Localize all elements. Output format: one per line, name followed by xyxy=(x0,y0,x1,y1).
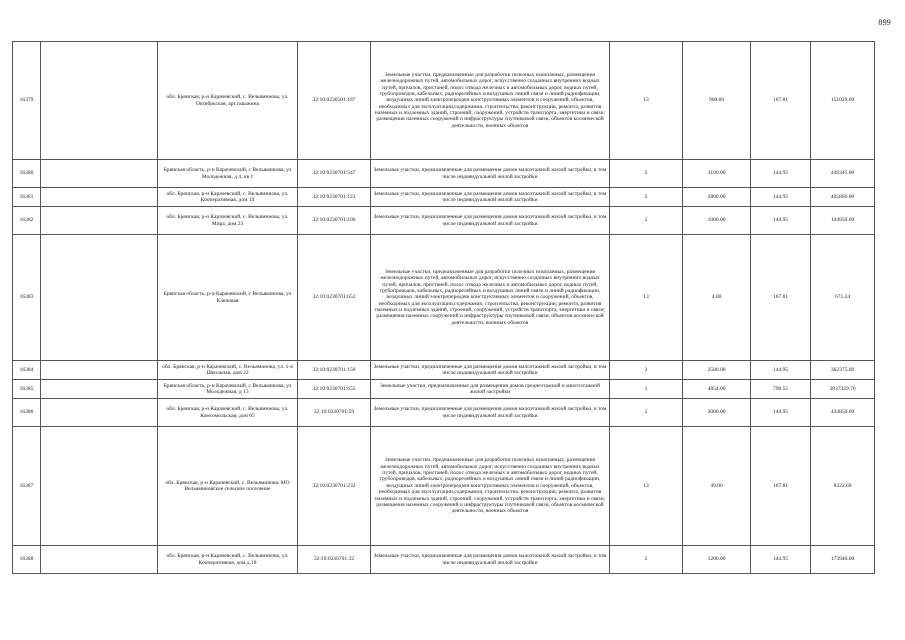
use-group: 2 xyxy=(610,399,683,427)
specific-value: 144.95 xyxy=(751,399,811,427)
table-row xyxy=(13,160,875,188)
use-group: 13 xyxy=(610,42,683,160)
address-cell: Брянская область, р-н Карачевский, с Вельяминова, ул Молодежная, д 4, кв 1 xyxy=(158,160,298,188)
specific-value: 167.81 xyxy=(751,427,811,546)
row-number: 16386 xyxy=(13,399,41,427)
cadastral-number: 32:10:0230701:32 xyxy=(298,546,371,574)
area-value: 2800.00 xyxy=(683,188,751,207)
empty-cell xyxy=(41,42,158,160)
empty-cell xyxy=(41,361,158,380)
area-value: 4854.00 xyxy=(683,380,751,399)
land-use-description: Земельные участки, предназначенные для размещения домов малоэтажной жилой застройки, в том числе индивидуальной жилой застройки xyxy=(371,361,610,380)
cadastral-value: 362375.00 xyxy=(811,361,875,380)
cadastral-value: 8222.69 xyxy=(811,427,875,546)
cadastral-value: 144950.00 xyxy=(811,207,875,235)
specific-value: 144.95 xyxy=(751,160,811,188)
row-number: 16388 xyxy=(13,546,41,574)
use-group: 2 xyxy=(610,160,683,188)
use-group: 2 xyxy=(610,188,683,207)
cadastral-value: 671.24 xyxy=(811,235,875,361)
use-group: 13 xyxy=(610,427,683,546)
cadastral-number: 32:10:0230701:547 xyxy=(298,160,371,188)
row-number: 16380 xyxy=(13,160,41,188)
use-group: 13 xyxy=(610,235,683,361)
empty-cell xyxy=(41,160,158,188)
use-group: 2 xyxy=(610,361,683,380)
table-row xyxy=(13,380,875,399)
row-number: 16381 xyxy=(13,188,41,207)
table-row xyxy=(13,188,875,207)
specific-value: 144.95 xyxy=(751,546,811,574)
area-value: 49.00 xyxy=(683,427,751,546)
cadastral-value: 3837329.70 xyxy=(811,380,875,399)
address-cell: обл. Брянская, р-н Карачевский, с. Вельяминова, ул. Комсомольская, дом 65 xyxy=(158,399,298,427)
land-registry-table xyxy=(12,41,875,574)
address-cell: Брянская область, р-н Карачевский, с Вельяминова, ул Молодежная, д 13 xyxy=(158,380,298,399)
empty-cell xyxy=(41,207,158,235)
page-number: 899 xyxy=(878,18,891,27)
address-cell: обл. Брянская, р-н Карачевский, с. Вельяминова, ул. Мира, дом 23 xyxy=(158,207,298,235)
empty-cell xyxy=(41,427,158,546)
empty-cell xyxy=(41,546,158,574)
area-value: 4.00 xyxy=(683,235,751,361)
land-use-description: Земельные участки, предназначенные для размещения домов малоэтажной жилой застройки, в том числе индивидуальной жилой застройки xyxy=(371,188,610,207)
cadastral-value: 405860.00 xyxy=(811,188,875,207)
empty-cell xyxy=(41,188,158,207)
cadastral-number: 32:10:0230701:106 xyxy=(298,207,371,235)
cadastral-value: 449345.00 xyxy=(811,160,875,188)
area-value: 900.00 xyxy=(683,42,751,160)
cadastral-number: 32:10:0230701:123 xyxy=(298,188,371,207)
table-row xyxy=(13,42,875,160)
table-row xyxy=(13,427,875,546)
land-use-description: Земельные участки, предназначенные для размещения домов малоэтажной жилой застройки, в том числе индивидуальной жилой застройки xyxy=(371,399,610,427)
land-use-description: Земельные участки, предназначенные для размещения домов малоэтажной жилой застройки, в том числе индивидуальной жилой застройки xyxy=(371,160,610,188)
specific-value: 790.55 xyxy=(751,380,811,399)
address-cell: обл. Брянская, р-н Карачевский, с. Вельяминова, ул. 1-я Школьная, дом 22 xyxy=(158,361,298,380)
cadastral-value: 434850.00 xyxy=(811,399,875,427)
cadastral-number: 32:10:0230501:187 xyxy=(298,42,371,160)
table-body xyxy=(13,42,875,574)
cadastral-number: 32:10:0230701:655 xyxy=(298,380,371,399)
land-use-description: Земельные участки, предназначенные для разработки полезных ископаемых, размещения железнодорожных путей, автомобильных дорог, искусственно созданных внутренних водных путей, причалов, пристаней, полос отвода железных и автомобильных дорог, водных путей, трубопроводов, кабельных, радиорелейных и воздушных линий связи и линий радиофикации, воздушных линий электропередачи конструктивных элементов и сооружений, объектов, необходимых для эксплуатации,содержания, строительства, реконструкции, ремонта, развития наземных и подземных зданий, строений, сооружений, устройств транспорта, энергетики и связи; размещения наземных сооружений и инфраструктуры спутниковой связи, объектов космической деятельности, военных объектов xyxy=(371,42,610,160)
address-cell: обл. Брянская, р-н Карачевский, с. Вельяминова, ул. Кооперативная, дом 19 xyxy=(158,188,298,207)
land-use-description: Земельные участки, предназначенные для размещения домов среднеэтажной и многоэтажной жилой застройки xyxy=(371,380,610,399)
table-row xyxy=(13,235,875,361)
table-row xyxy=(13,399,875,427)
area-value: 2500.00 xyxy=(683,361,751,380)
specific-value: 144.95 xyxy=(751,207,811,235)
land-use-description: Земельные участки, предназначенные для размещения домов малоэтажной жилой застройки, в том числе индивидуальной жилой застройки xyxy=(371,546,610,574)
area-value: 3100.00 xyxy=(683,160,751,188)
address-cell: обл. Брянская, р-н Карачевский, с. Вельяминова, ул. Кооперативная, дом д.18 xyxy=(158,546,298,574)
area-value: 3000.00 xyxy=(683,399,751,427)
row-number: 16384 xyxy=(13,361,41,380)
cadastral-number: 32:10:0230701:232 xyxy=(298,427,371,546)
address-cell: обл. Брянская, р-н Карачевский, с. Вельяминова, МО Вельяминовское сельское поселение xyxy=(158,427,298,546)
cadastral-value: 173940.00 xyxy=(811,546,875,574)
table-row xyxy=(13,546,875,574)
land-use-description: Земельные участки, предназначенные для разработки полезных ископаемых, размещения железнодорожных путей, автомобильных дорог, искусственно созданных внутренних водных путей, причалов, пристаней, полос отвода железных и автомобильных дорог, водных путей, трубопроводов, кабельных, радиорелейных и воздушных линий связи и линий радиофикации, воздушных линий электропередачи конструктивных элементов и сооружений, объектов, необходимых для эксплуатации,содержания, строительства, реконструкции, ремонта, развития наземных и подземных зданий, строений, сооружений, устройств транспорта, энергетики и связи; размещения наземных сооружений и инфраструктуры спутниковой связи, объектов космической деятельности, военных объектов xyxy=(371,235,610,361)
specific-value: 144.95 xyxy=(751,361,811,380)
specific-value: 167.81 xyxy=(751,42,811,160)
row-number: 16385 xyxy=(13,380,41,399)
address-cell: Брянская область, р-н Карачевский, с Вельяминова, ул Кленовая xyxy=(158,235,298,361)
cadastral-value: 151029.00 xyxy=(811,42,875,160)
area-value: 1000.00 xyxy=(683,207,751,235)
land-use-description: Земельные участки, предназначенные для разработки полезных ископаемых, размещения железнодорожных путей, автомобильных дорог, искусственно созданных внутренних водных путей, причалов, пристаней, полос отвода железных и автомобильных дорог, водных путей, трубопроводов, кабельных, радиорелейных и воздушных линий связи и линий радиофикации, воздушных линий электропередачи конструктивных элементов и сооружений, объектов, необходимых для эксплуатации,содержания, строительства, реконструкции, ремонта, развития наземных и подземных зданий, строений, сооружений, устройств транспорта, энергетики и связи; размещения наземных сооружений и инфраструктуры спутниковой связи, объектов космической деятельности, военных объектов xyxy=(371,427,610,546)
empty-cell xyxy=(41,399,158,427)
cadastral-number: 32:10:0230701:652 xyxy=(298,235,371,361)
empty-cell xyxy=(41,380,158,399)
table-row xyxy=(13,207,875,235)
address-cell: обл. Брянская, р-н Карачевский, с. Вельяминова, ул. Октябрьская, арт.скважина xyxy=(158,42,298,160)
use-group: 2 xyxy=(610,207,683,235)
empty-cell xyxy=(41,235,158,361)
table-row xyxy=(13,361,875,380)
specific-value: 144.95 xyxy=(751,188,811,207)
row-number: 16379 xyxy=(13,42,41,160)
row-number: 16383 xyxy=(13,235,41,361)
land-use-description: Земельные участки, предназначенные для размещения домов малоэтажной жилой застройки, в том числе индивидуальной жилой застройки xyxy=(371,207,610,235)
use-group: 1 xyxy=(610,380,683,399)
specific-value: 167.81 xyxy=(751,235,811,361)
row-number: 16382 xyxy=(13,207,41,235)
area-value: 1200.00 xyxy=(683,546,751,574)
row-number: 16387 xyxy=(13,427,41,546)
use-group: 2 xyxy=(610,546,683,574)
cadastral-number: 32:10:0230701:158 xyxy=(298,361,371,380)
cadastral-number: 32:10:0230701:59 xyxy=(298,399,371,427)
